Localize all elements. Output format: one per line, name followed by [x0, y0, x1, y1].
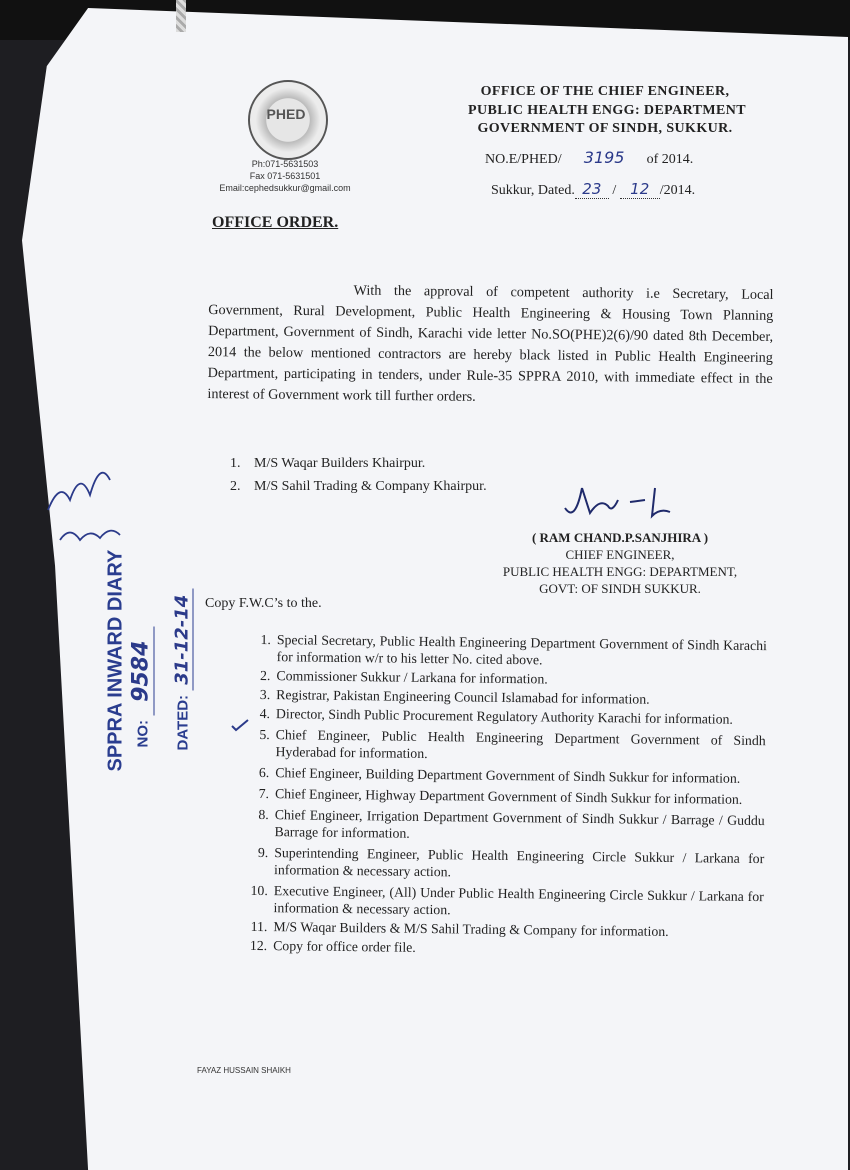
handwritten-margin-note [40, 440, 135, 560]
stamp-no-value: 9584 [129, 627, 155, 716]
list-item: 5. Chief Engineer, Public Health Engineering Department Government of Sindh Hyderabad for information. [259, 726, 766, 762]
contractor-item-2: 2. M/S Sahil Trading & Company Khairpur. [230, 479, 487, 494]
order-body-text: With the approval of competent authority i.e Secretary, Local Government, Rural Development, Public Health Engineering & Housing Town Planning Department, Government of Sindh, Karachi vide letter No.SO(PHE)2(6)/90 dated 8th December, 2014 the below mentioned contractors are hereby black listed in Public Health Engineering Department, participating in tenders, under Rule-35 SPPRA 2010, with immediate effect in the interest of Government work till further orders. [207, 282, 774, 405]
list-item: 6. Chief Engineer, Building Department Government of Sindh Sukkur for information. [258, 764, 741, 786]
handwritten-signature [560, 478, 700, 528]
header-line-3: GOVERNMENT OF SINDH, SUKKUR. [477, 121, 733, 136]
reference-number [485, 148, 693, 168]
contact-fax: Fax 071-5631501 [249, 171, 321, 181]
list-item: 10. Executive Engineer, (All) Under Public Health Engineering Circle Sukkur / Larkana for information & necessary action. [250, 882, 764, 918]
copy-list [243, 631, 772, 960]
contractor-item-1: 1. M/S Waqar Builders Khairpur. [230, 456, 426, 471]
binding-string [176, 0, 186, 32]
header-line-1: OFFICE OF THE CHIEF ENGINEER, [480, 84, 730, 99]
ref-prefix: NO.E/PHED/ [485, 152, 562, 167]
date-prefix: Sukkur, Dated. [491, 183, 575, 198]
contact-email: Email:cephedsukkur@gmail.com [219, 183, 351, 193]
list-item: 9. Superintending Engineer, Public Health Engineering Circle Sukkur / Larkana for information & necessary action. [257, 844, 765, 880]
order-body [207, 279, 773, 411]
reference-date: Sukkur, Dated. 23 / 12 /2014. [491, 180, 696, 198]
signatory-designation: CHIEF ENGINEER, [565, 547, 675, 562]
stamp-no-label: NO: [134, 720, 152, 748]
date-year: /2014. [659, 183, 696, 198]
inward-diary-stamp [58, 549, 193, 772]
signatory-department: PUBLIC HEALTH ENGG: DEPARTMENT, [502, 564, 738, 579]
stamp-no [129, 578, 154, 748]
date-day: 23 [575, 180, 609, 199]
list-item: 2. Commissioner Sukkur / Larkana for information. [259, 667, 548, 687]
footer-text: FAYAZ HUSSAIN SHAIKH [197, 1066, 291, 1075]
list-item: 11. M/S Waqar Builders & M/S Sahil Trading & Company for information. [250, 918, 669, 939]
list-item: 12. Copy for office order file. [249, 937, 416, 955]
list-item: 1. Special Secretary, Public Health Engineering Department Government of Sindh Karachi for information w/r to his letter No. cited above. [260, 631, 767, 668]
copy-heading: Copy F.W.C’s to the. [205, 596, 322, 611]
stamp-title: SPPRA INWARD DIARY [104, 549, 127, 772]
signatory-block [480, 529, 760, 597]
ref-suffix: of 2014. [646, 152, 694, 167]
contact-phone: Ph:071-5631503 [251, 159, 319, 169]
stamp-dated [172, 571, 193, 751]
date-month: 12 [620, 180, 660, 199]
signatory-location: GOVT: OF SINDH SUKKUR. [539, 581, 701, 596]
page-title: OFFICE ORDER. [212, 214, 339, 231]
header-line-2: PUBLIC HEALTH ENGG: DEPARTMENT [468, 103, 746, 118]
stamp-dated-label: DATED: [174, 694, 192, 751]
logo-text: PHED [266, 106, 306, 122]
tick-mark-icon [230, 718, 250, 732]
list-item: 7. Chief Engineer, Highway Department Government of Sindh Sukkur for information. [258, 785, 743, 807]
signatory-name: ( RAM CHAND.P.SANJHIRA ) [531, 530, 709, 545]
list-item: 3. Registrar, Pakistan Engineering Council Islamabad for information. [259, 686, 650, 707]
ref-number-handwritten: 3195 [583, 148, 625, 167]
list-item: 8. Chief Engineer, Irrigation Department Government of Sindh Sukkur / Barrage / Guddu Barrage for information. [258, 806, 765, 841]
stamp-dated-value: 31-12-14 [172, 589, 194, 691]
list-item: 4. Director, Sindh Public Procurement Regulatory Authority Karachi for information. [259, 705, 733, 727]
